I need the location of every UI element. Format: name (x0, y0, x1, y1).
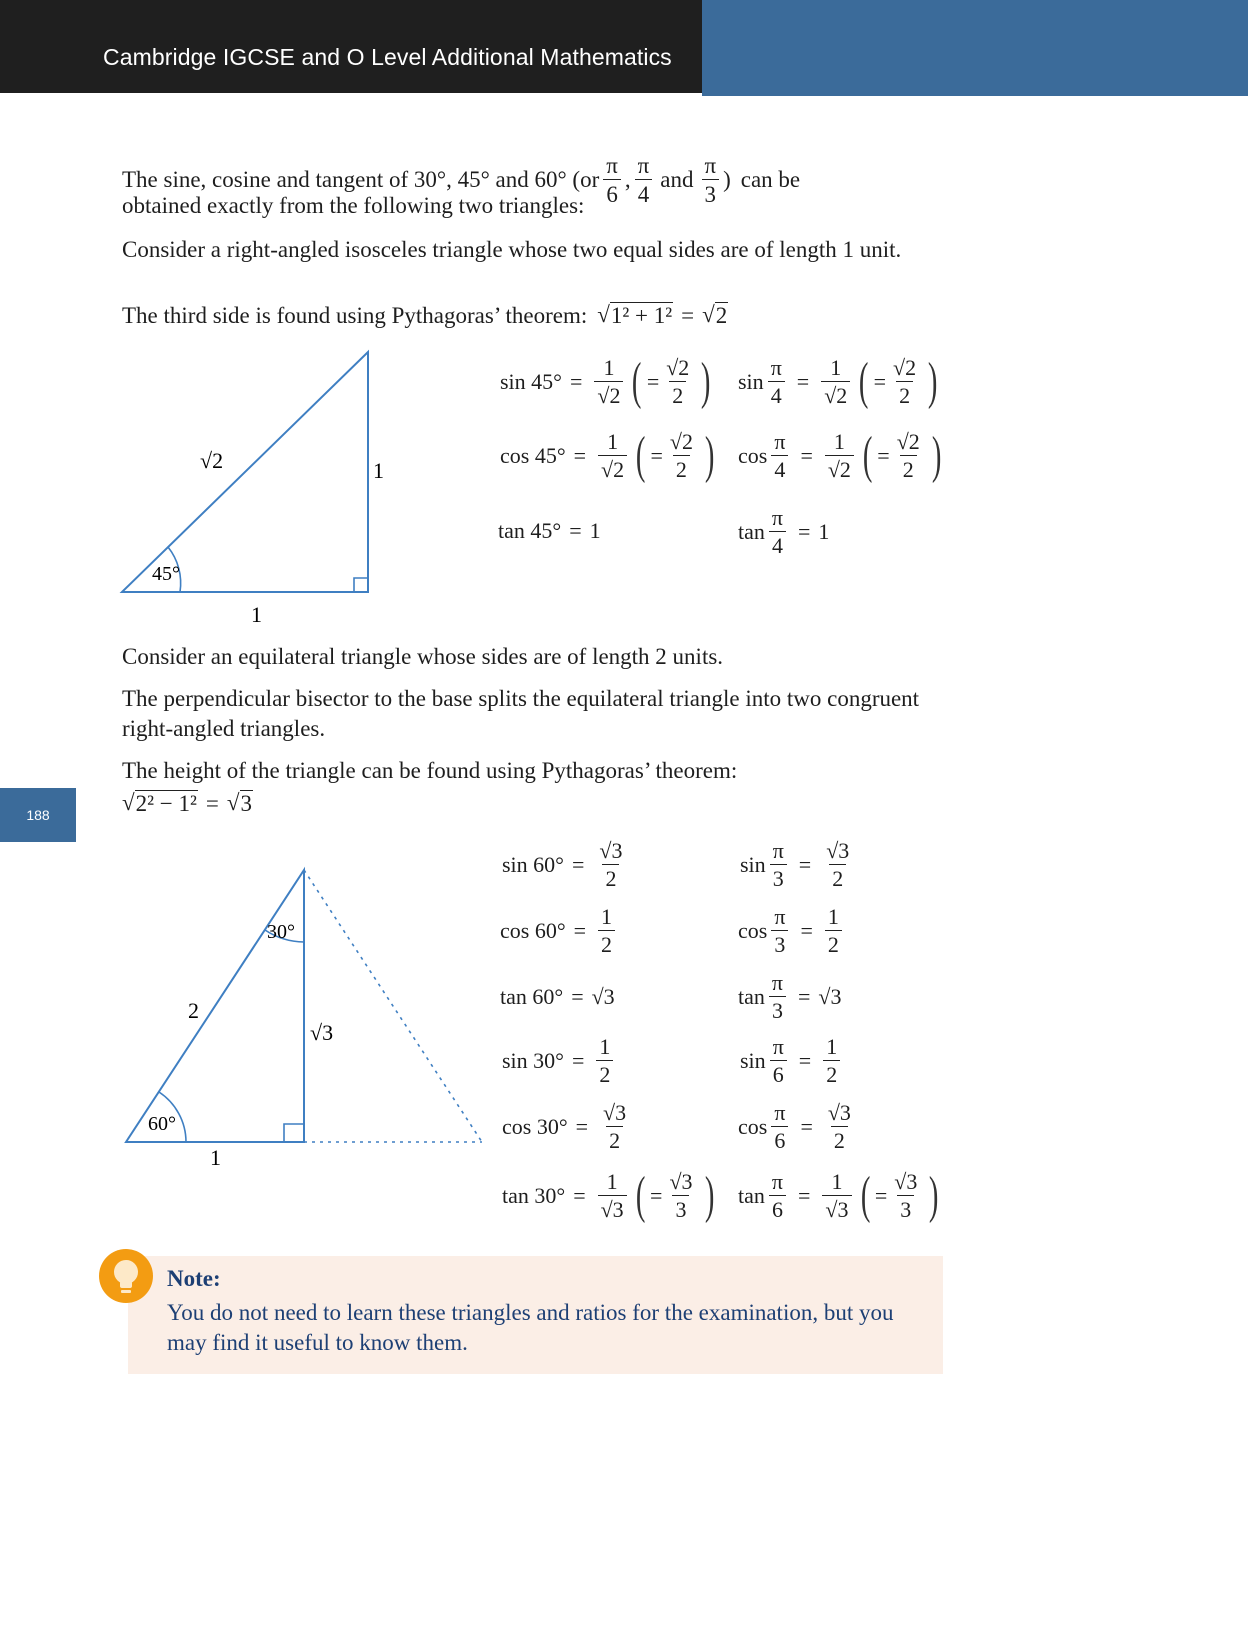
tan-pi4-row: tan $\frac{\pi}{4}$ = 1 (738, 505, 830, 558)
pythagoras-2: √ 2² − 1² = √ 3 (122, 790, 252, 816)
paragraph-equilateral: Consider an equilateral triangle whose sides are of length 2 units. (122, 644, 724, 669)
cos-pi4-row: cos $\frac{\pi}{4}$ = $\frac{1}{√2}$ ( = $\frac{√2}{2}$ ) (738, 427, 942, 484)
label-base: 1 (251, 602, 262, 627)
label-angle-45: 45° (152, 563, 180, 585)
intro-line1: The sine, cosine and tangent of 30°, 45° and 60° (or $\frac{\pi}{6}$ , $\frac{\pi}{4}$ and $\frac{\pi}{3}$ ) can be (122, 153, 801, 207)
sin60-row: sin 60° = $\frac{√3}{2}$ (502, 838, 623, 891)
tan-pi3-row: tan $\frac{\pi}{3}$ = √3 (738, 970, 842, 1023)
cos60-row: cos 60° = $\frac{1}{2}$ (500, 906, 619, 956)
sin45-row: sin 45° = $\frac{1}{√2}$ ( = $\frac{√2}{2}$ ) (500, 353, 711, 410)
intro-text: The sine, cosine and tangent of 30°, 45° and 60° (or (122, 167, 600, 192)
cos-pi6-row: cos $\frac{\pi}{6}$ = $\frac{√3}{2}$ (738, 1100, 851, 1153)
cos30-row: cos 30° = $\frac{√3}{2}$ (502, 1100, 627, 1153)
label-base-1: 1 (210, 1145, 221, 1170)
cos-pi3-row: cos $\frac{\pi}{3}$ = $\frac{1}{2}$ (738, 906, 846, 956)
label-hypotenuse: √2 (200, 448, 224, 473)
header-accent (702, 0, 1248, 96)
fraction-pi-6: $\frac{\pi}{6}$ (603, 154, 621, 206)
triangle-30-60-diagram (110, 860, 490, 1170)
pythagoras-1: The third side is found using Pythagoras’ theorem: √ 1² + 1² = √ 2 (122, 302, 728, 328)
cos45-row: cos 45° = $\frac{1}{√2}$ ( = $\frac{√2}{2}$ ) (500, 427, 715, 484)
note-text: You do not need to learn these triangles and ratios for the examination, but you may find it useful to know them. (167, 1300, 894, 1355)
note-title: Note: (167, 1266, 221, 1291)
sin-pi6-row: sin $\frac{\pi}{6}$ = $\frac{1}{2}$ (740, 1036, 844, 1086)
label-angle-60: 60° (148, 1113, 176, 1135)
lightbulb-icon (98, 1248, 154, 1304)
label-height: √3 (310, 1020, 334, 1045)
fraction-pi-4: $\frac{\pi}{4}$ (635, 154, 653, 206)
paragraph-height: The height of the triangle can be found using Pythagoras’ theorem: (122, 758, 738, 783)
tan-pi6-row: tan $\frac{\pi}{6}$ = $\frac{1}{√3}$ ( = $\frac{√3}{3}$ ) (738, 1167, 939, 1224)
sin-pi4-row: sin $\frac{\pi}{4}$ = $\frac{1}{√2}$ ( = $\frac{√2}{2}$ ) (738, 353, 938, 410)
triangle-45-diagram (110, 340, 390, 630)
fraction-pi-3: $\frac{\pi}{3}$ (701, 154, 719, 206)
tan60-row: tan 60° = √3 (500, 984, 615, 1009)
sin30-row: sin 30° = $\frac{1}{2}$ (502, 1036, 617, 1086)
label-hypotenuse-2: 2 (188, 998, 199, 1023)
paragraph-isosceles: Consider a right-angled isosceles triangle whose two equal sides are of length 1 unit. (122, 237, 902, 262)
sin-pi3-row: sin $\frac{\pi}{3}$ = $\frac{√3}{2}$ (740, 838, 850, 891)
tan45-row: tan 45° = 1 (498, 518, 601, 543)
book-title: Cambridge IGCSE and O Level Additional Mathematics (103, 44, 672, 70)
tan30-row: tan 30° = $\frac{1}{√3}$ ( = $\frac{√3}{3}$ ) (502, 1167, 714, 1224)
page-number: 188 (0, 788, 76, 842)
paragraph-bisector: The perpendicular bisector to the base splits the equilateral triangle into two congruent right-angled triangles. (122, 686, 920, 741)
label-side: 1 (373, 458, 384, 483)
label-angle-30: 30° (267, 921, 295, 943)
intro-line2: obtained exactly from the following two triangles: (122, 193, 585, 218)
